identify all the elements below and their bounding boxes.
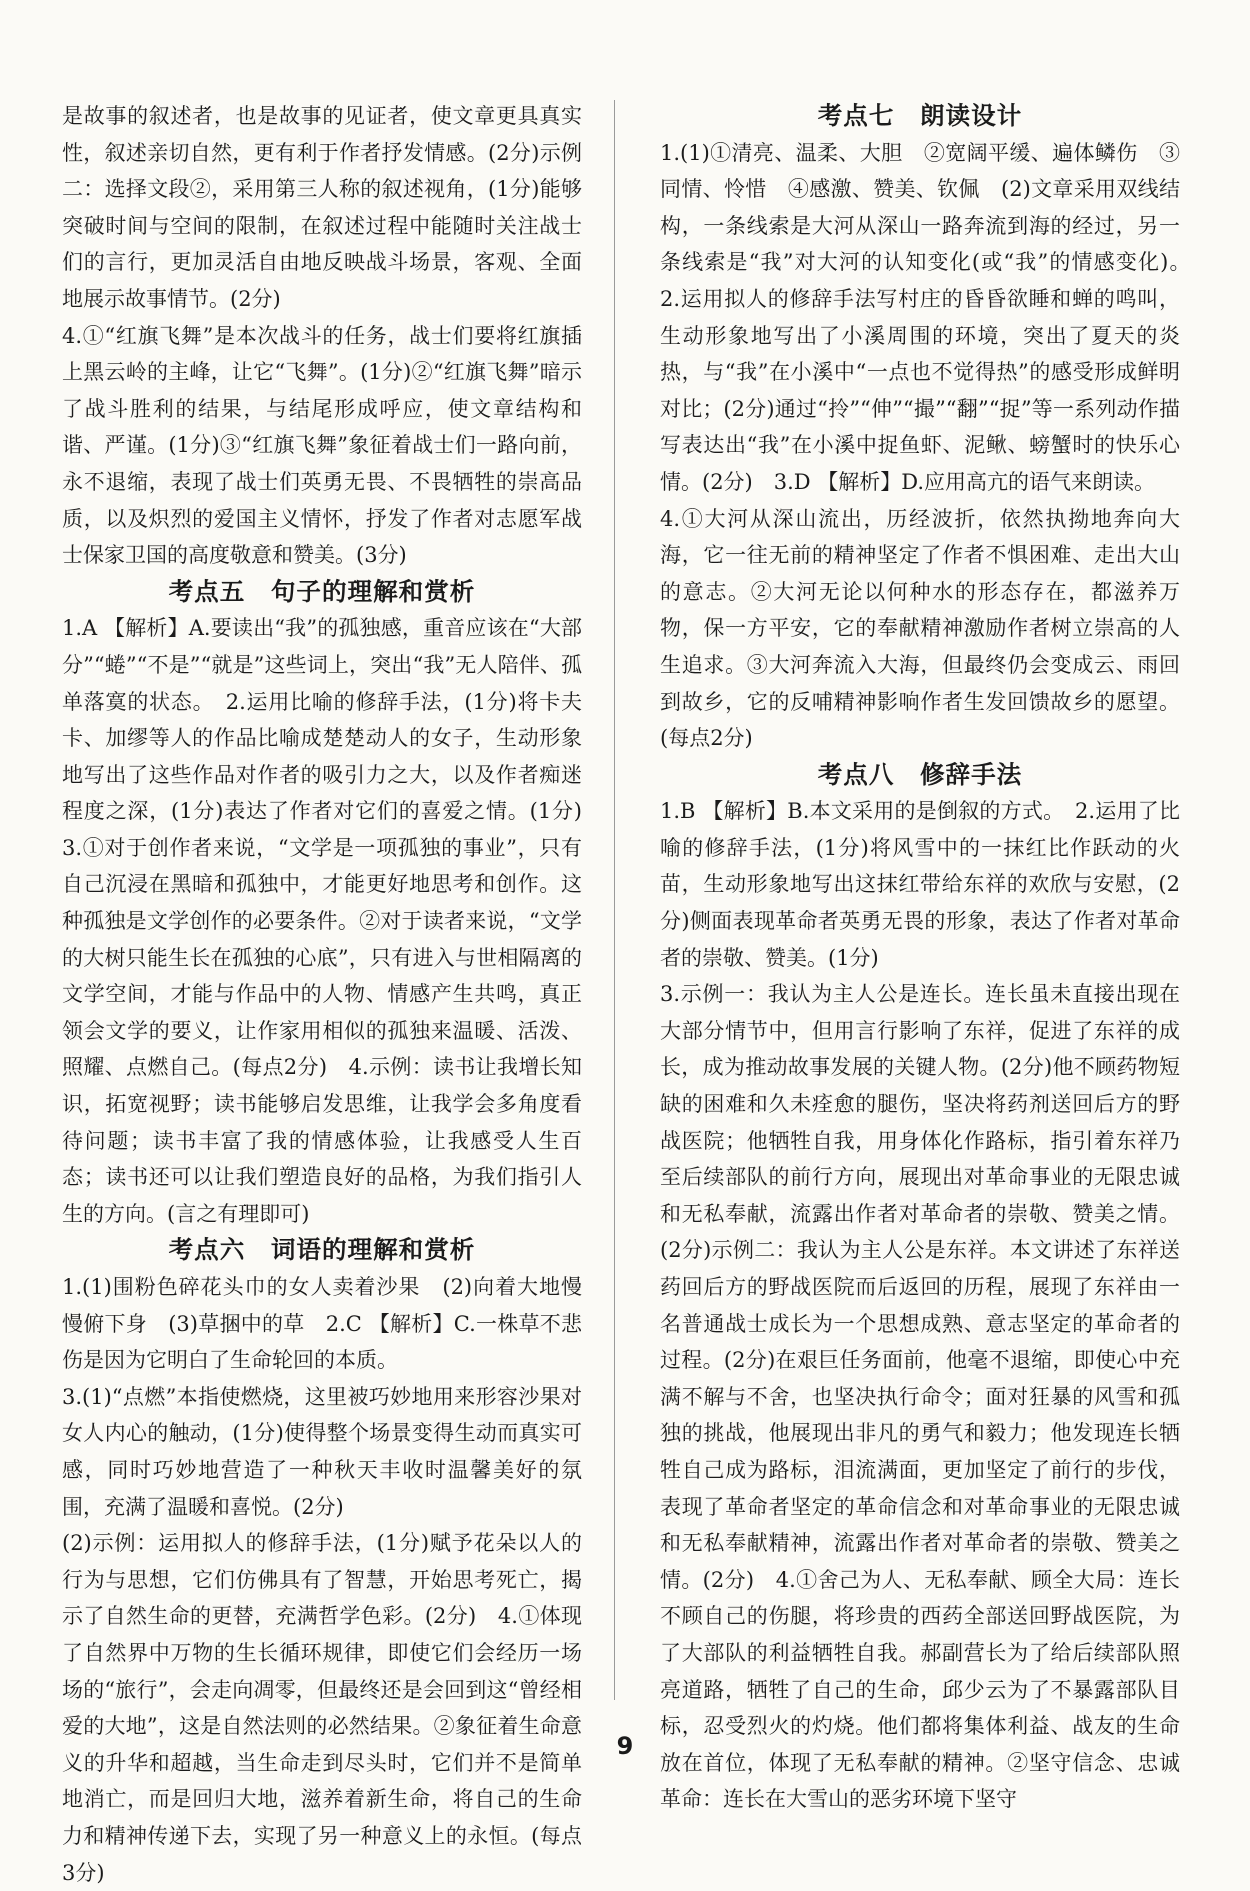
answer-paragraph: 3.(1)“点燃”本指使燃烧，这里被巧妙地用来形容沙果对女人内心的触动，(1分)使得整个场景变得生动而真实可感，同时巧妙地营造了一种秋天丰收时温馨美好的氛围，充满了温暖和喜悦。(2分)	[62, 1384, 582, 1519]
page-number: 9	[616, 1732, 634, 1760]
answer-paragraph: (2)示例：运用拟人的修辞手法，(1分)赋予花朵以人的行为与思想，它们仿佛具有了智慧，开始思考死亡，揭示了自然生命的更替，充满哲学色彩。(2分) 4.①体现了自然界中万物的生长循环规律，即使它们会经历一场场的“旅行”，会走向凋零，但最终还是会回到这“曾经相爱的大地”，这是自然法则的必然结果。②象征着生命意义的升华和超越，当生命走到尽头时，它们并不是简单地消亡，而是回归大地，滋养着新生命，将自己的生命力和精神传递下去，实现了另一种意义上的永恒。(每点3分)	[62, 1531, 582, 1885]
answer-paragraph: 3.示例一：我认为主人公是连长。连长虽未直接出现在大部分情节中，但用言行影响了东祥，促进了东祥的成长，成为推动故事发展的关键人物。(2分)他不顾药物短缺的困难和久未痊愈的腿伤，坚决将药剂送回后方的野战医院；他牺牲自我，用身体化作路标，指引着东祥乃至后续部队的前行方向，展现出对革命事业的无限忠诚和无私奉献，流露出作者对革命者的崇敬、赞美之情。(2分)示例二：我认为主人公是东祥。本文讲述了东祥送药回后方的野战医院而后返回的历程，展现了东祥由一名普通战士成长为一个思想成熟、意志坚定的革命者的过程。(2分)在艰巨任务面前，他毫不退缩，即使心中充满不解与不舍，也坚决执行命令；面对狂暴的风雪和孤独的挑战，他展现出非凡的勇气和毅力；他发现连长牺牲自己成为路标，泪流满面，更加坚定了前行的步伐，表现了革命者坚定的革命信念和对革命事业的无限忠诚和无私奉献精神，流露出作者对革命者的崇敬、赞美之情。(2分) 4.①舍己为人、无私奉献、顾全大局：连长不顾自己的伤腿，将珍贵的西药全部送回野战医院，为了大部队的利益牺牲自我。郝副营长为了给后续部队照亮道路，牺牲了自己的生命，邱少云为了不暴露部队目标，忍受烈火的灼烧。他们都将集体利益、战友的生命放在首位，体现了无私奉献的精神。②坚守信念、忠诚革命：连长在大雪山的恶劣环境下坚守	[660, 982, 1180, 1812]
section-heading: 考点八 修辞手法	[817, 759, 1023, 789]
section-heading: 考点五 句子的理解和赏析	[168, 576, 476, 606]
column-divider	[614, 100, 615, 1700]
answer-paragraph: 是故事的叙述者，也是故事的见证者，使文章更具真实性，叙述亲切自然，更有利于作者抒发情感。(2分)示例二：选择文段②，采用第三人称的叙述视角，(1分)能够突破时间与空间的限制，在叙述过程中能随时关注战士们的言行，更加灵活自由地反映战斗场景，客观、全面地展示故事情节。(2分)	[62, 104, 582, 311]
answer-paragraph: 1.(1)①清亮、温柔、大胆 ②宽阔平缓、遍体鳞伤 ③同情、怜惜 ④感激、赞美、钦佩 (2)文章采用双线结构，一条线索是大河从深山一路奔流到海的经过，另一条线索是“我”对大河的认知变化(或“我”的情感变化)。 2.运用拟人的修辞手法写村庄的昏昏欲睡和蝉的鸣叫，生动形象地写出了小溪周围的环境，突出了夏天的炎热，与“我”在小溪中“一点也不觉得热”的感受形成鲜明对比；(2分)通过“拎”“伸”“撮”“翻”“捉”等一系列动作描写表达出“我”在小溪中捉鱼虾、泥鳅、螃蟹时的快乐心情。(2分) 3.D 【解析】D.应用高亢的语气来朗读。	[660, 140, 1201, 494]
right-column	[660, 98, 1201, 1818]
answer-paragraph: 1.(1)围粉色碎花头巾的女人卖着沙果 (2)向着大地慢慢俯下身 (3)草捆中的草 2.C 【解析】C.一株草不悲伤是因为它明白了生命轮回的本质。	[62, 1275, 582, 1373]
answer-paragraph: 4.①“红旗飞舞”是本次战斗的任务，战士们要将红旗插上黑云岭的主峰，让它“飞舞”。(1分)②“红旗飞舞”暗示了战斗胜利的结果，与结尾形成呼应，使文章结构和谐、严谨。(1分)③“红旗飞舞”象征着战士们一路向前，永不退缩，表现了战士们英勇无畏、不畏牺牲的崇高品质，以及炽烈的爱国主义情怀，抒发了作者对志愿军战士保家卫国的高度敬意和赞美。(3分)	[62, 323, 582, 568]
left-column	[62, 98, 603, 1891]
answer-paragraph: 1.B 【解析】B.本文采用的是倒叙的方式。 2.运用了比喻的修辞手法，(1分)将风雪中的一抹红比作跃动的火苗，生动形象地写出这抹红带给东祥的欢欣与安慰，(2分)侧面表现革命者英勇无畏的形象，表达了作者对革命者的崇敬、赞美。(1分)	[660, 799, 1180, 970]
section-heading: 考点六 词语的理解和赏析	[168, 1235, 476, 1265]
answer-paragraph: 4.①大河从深山流出，历经波折，依然执拗地奔向大海，它一往无前的精神坚定了作者不惧困难、走出大山的意志。②大河无论以何种水的形态存在，都滋养万物，保一方平安，它的奉献精神激励作者树立崇高的人生追求。③大河奔流入大海，但最终仍会变成云、雨回到故乡，它的反哺精神影响作者生发回馈故乡的愿望。(每点2分)	[660, 506, 1180, 751]
answer-paragraph: 1.A 【解析】A.要读出“我”的孤独感，重音应该在“大部分”“蜷”“不是”“就是”这些词上，突出“我”无人陪伴、孤单落寞的状态。 2.运用比喻的修辞手法，(1分)将卡夫卡、加缪等人的作品比喻成楚楚动人的女子，生动形象地写出了这些作品对作者的吸引力之大，以及作者痴迷程度之深，(1分)表达了作者对它们的喜爱之情。(1分) 3.①对于创作者来说，“文学是一项孤独的事业”，只有自己沉浸在黑暗和孤独中，才能更好地思考和创作。这种孤独是文学创作的必要条件。②对于读者来说，“文学的大树只能生长在孤独的心底”，只有进入与世相隔离的文学空间，才能与作品中的人物、情感产生共鸣，真正领会文学的要义，让作家用相似的孤独来温暖、活泼、照耀、点燃自己。(每点2分) 4.示例：读书让我增长知识，拓宽视野；读书能够启发思维，让我学会多角度看待问题；读书丰富了我的情感体验，让我感受人生百态；读书还可以让我们塑造良好的品格，为我们指引人生的方向。(言之有理即可)	[62, 616, 603, 1226]
section-heading: 考点七 朗读设计	[817, 101, 1023, 130]
